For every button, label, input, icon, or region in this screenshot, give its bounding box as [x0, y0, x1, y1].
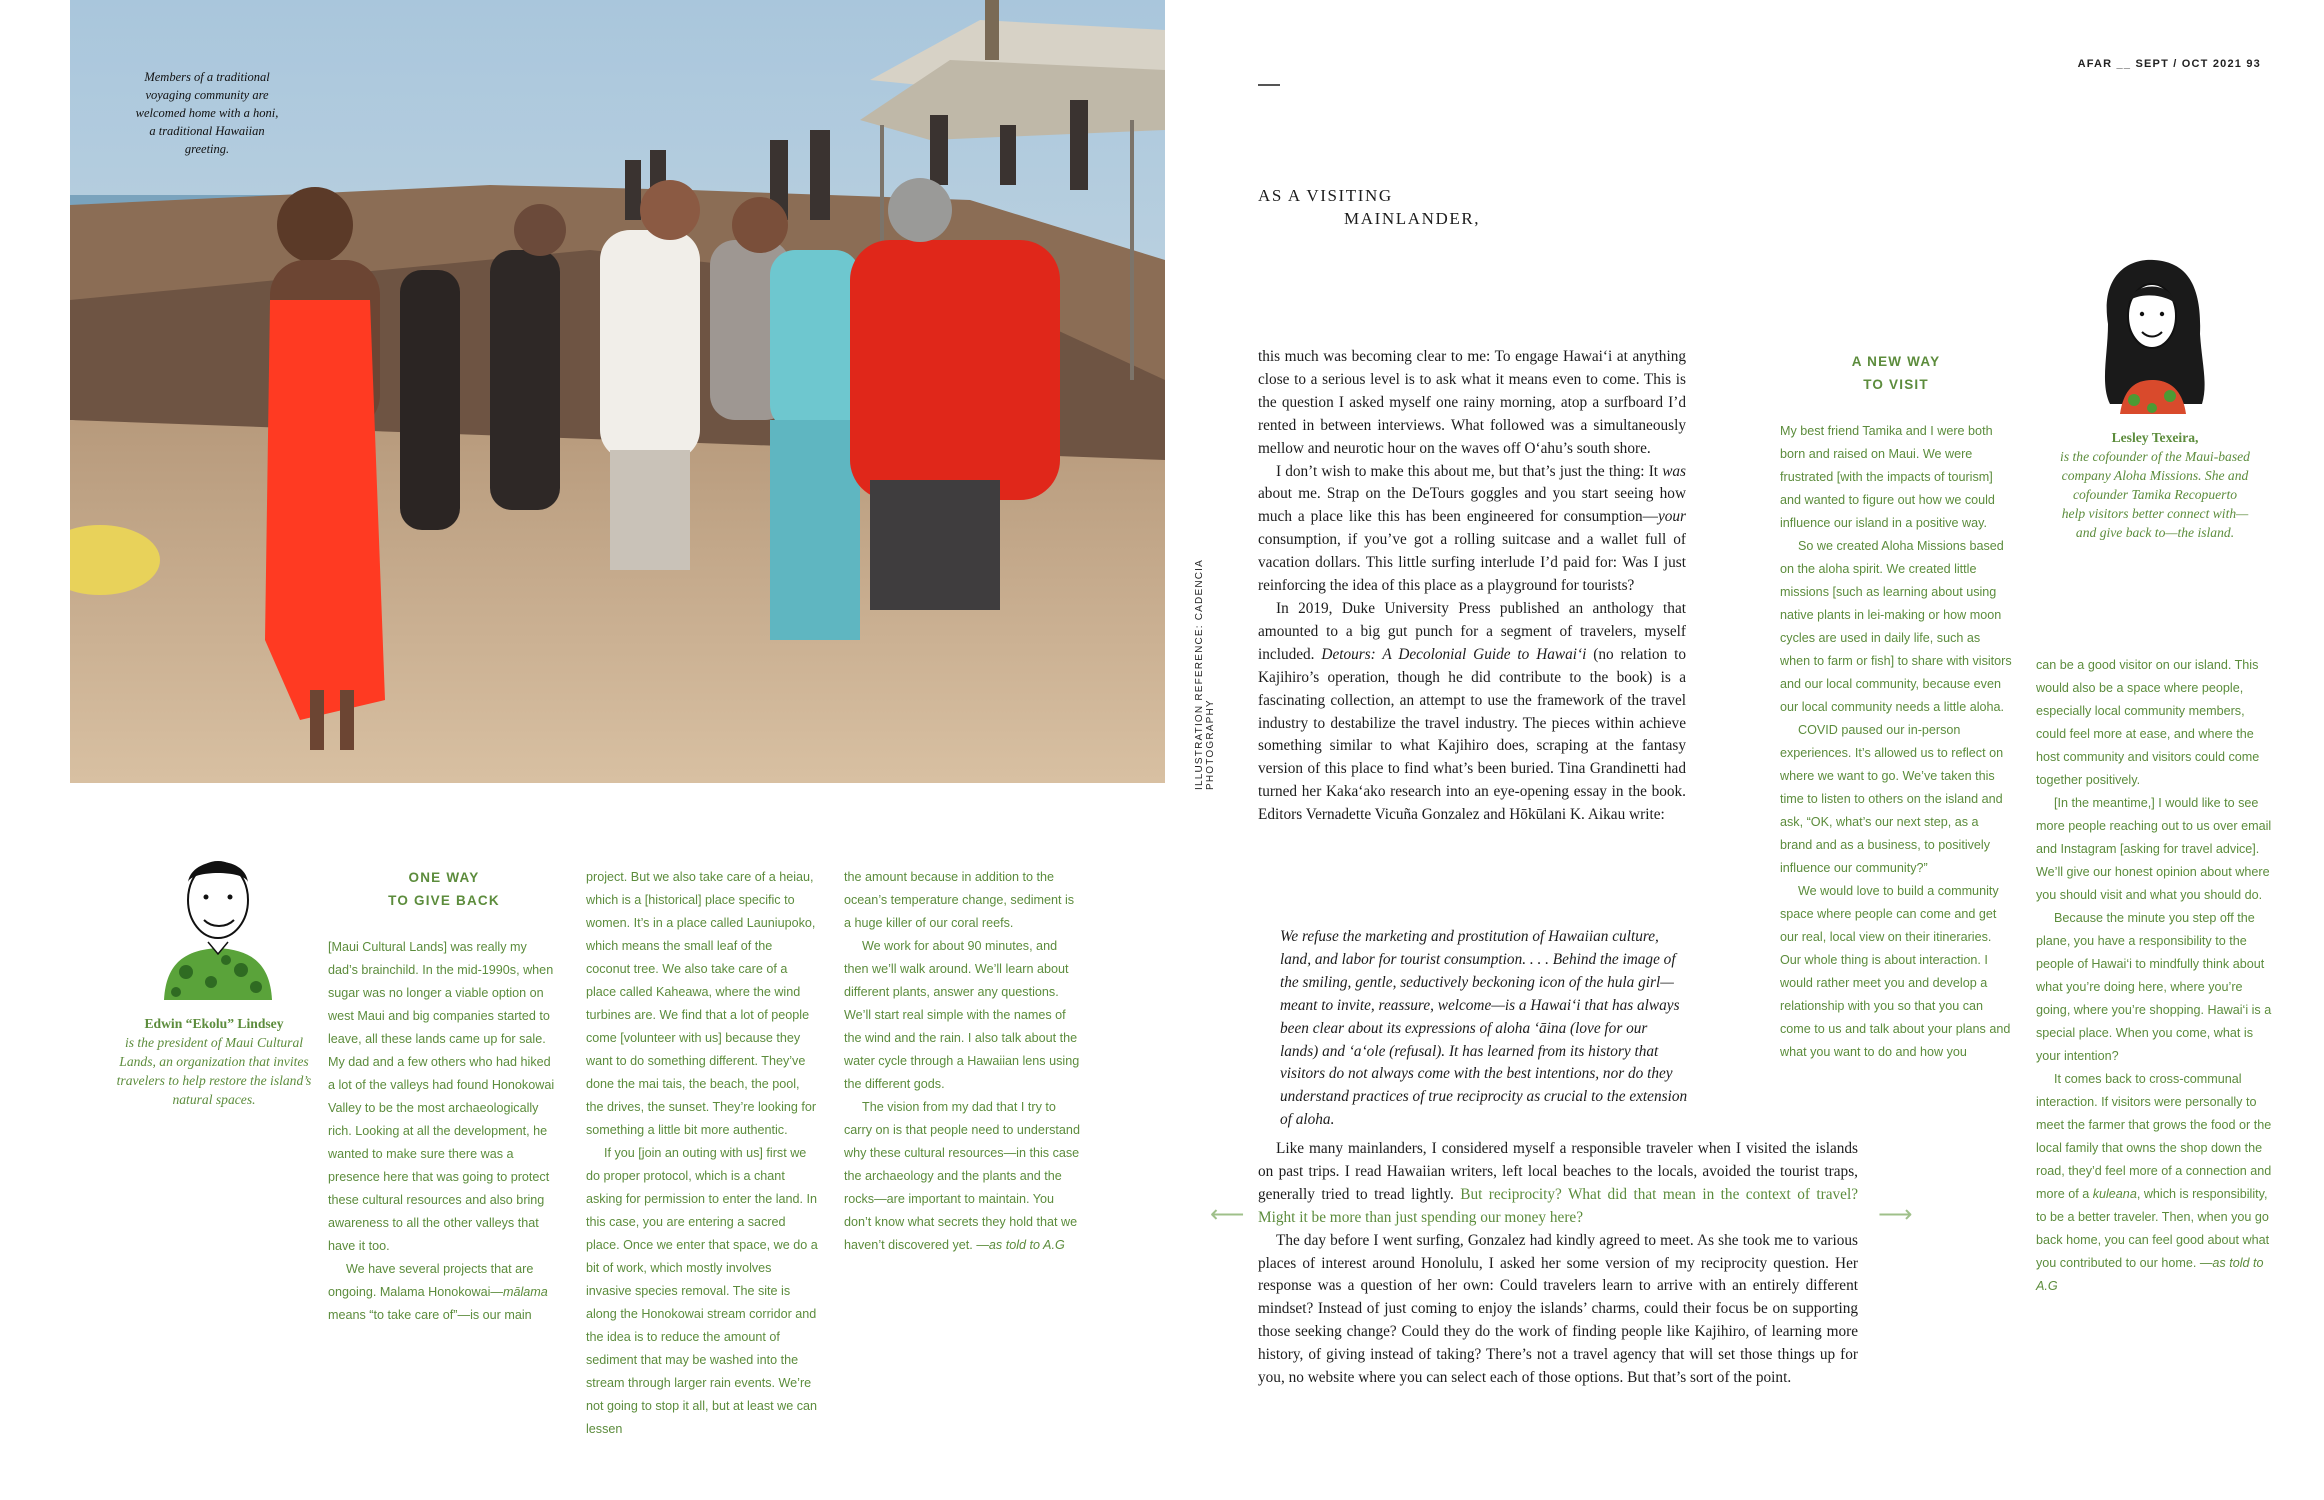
- lede-line-1: AS A VISITING: [1258, 186, 1393, 205]
- bio-name: Edwin “Ekolu” Lindsey: [144, 1016, 284, 1031]
- bio-description: is the president of Maui Cultural Lands, an organization that invites travelers to help restore the island’s natural spaces.: [116, 1035, 312, 1107]
- bio-description: is the cofounder of the Maui-based company Aloha Missions. She and cofounder Tamika Recopuerto help visitors better connect with—and give back to—the island.: [2060, 449, 2250, 540]
- arrow-left-icon: ⟵: [1210, 1200, 1245, 1228]
- running-header: AFAR __ SEPT / OCT 2021 93: [2077, 58, 2261, 70]
- avatar-edwin-lindsey: [156, 842, 280, 1000]
- sign-off: —as told to A.G: [976, 1238, 1065, 1252]
- bio-lesley-texeira: [2060, 428, 2250, 542]
- main-paragraph-1: this much was becoming clear to me: To engage Hawai‘i at anything close to a serious level is to ask what it means even to come. This is the question I asked myself one rainy morning, atop a surfboard I’d rented in between interviews. What followed was a simultaneously mellow and neurotic hour on the waves off O‘ahu’s south shore.: [1258, 348, 1686, 457]
- block-quote: We refuse the marketing and prostitution of Hawaiian culture, land, and labor for tourist consumption. . . . Behind the image of the smiling, gentle, seductively beckoning icon of the hula girl—meant to invite, reassure, welcome—is a Hawai‘i that has always been clear about its expressions of aloha ‘āina (love for our lands) and ‘a‘ole (refusal). It has learned from its history that visitors do not always come with the best intentions, nor do they understand practices of true reciprocity as crucial to the extension of aloha.: [1280, 928, 1688, 1129]
- sidebar-right-col-1: My best friend Tamika and I were both born and raised on Maui. We were frustrated [with the impacts of tourism] and wanted to figure out how we could influence our island in a positive way. So we created Aloha Missions based on the aloha spirit. We created little missions [such as learning about using native plants in lei-making or how moon cycles are used in daily life, such as when to farm or fish] to share with visitors and our local community, because even our local community needs a little aloha. COVID paused our in-person experiences. It’s allowed us to reflect on where we want to go. We’ve taken this time to listen to others on the island and ask, “OK, what’s our next step, as a brand and as a business, to positively influence our community?” We would love to build a community space where people can come and get our real, local view on their itineraries. Our whole thing is about interaction. I would rather meet you and develop a relationship with you so that you can come to us and talk about your plans and what you want to do and how you: [1780, 424, 2012, 1059]
- sign-off: —as told to A.G: [2036, 1256, 2264, 1293]
- pull-question: But reciprocity? What did that mean in the context of travel? Might it be more than just spending our money here?: [1258, 1185, 1858, 1226]
- bio-edwin-lindsey: [112, 1014, 316, 1109]
- lede-divider: [1258, 84, 1280, 86]
- sidebar-right-col-2: can be a good visitor on our island. This would also be a space where people, especially local community members, could feel more at ease, and where the host community and visitors could come together positively. [In the meantime,] I would like to see more people reaching out to us over email and Instagram [asking for travel advice]. We’ll give our honest opinion about where you should visit and what you should do. Because the minute you step off the plane, you have a responsibility to the people of Hawai‘i to mindfully think about what you’re doing here, where you’re going, where you’re shopping. Hawai‘i is a special place. When you come, what is your intention? It comes back to cross-communal interaction. If visitors were personally to meet the farmer that grows the food or the local family that owns the shop down the road, they’d feel more of a connection and more of a kuleana, which is responsibility, to be a better traveler. Then, when you go back home, you can feel good about what you contributed to our home. —as told to A.G: [2036, 658, 2272, 1293]
- main-column-top: [1258, 346, 1686, 827]
- main-paragraph-4: Like many mainlanders, I considered myself a responsible traveler when I visited the islands on past trips. I read Hawaiian writers, left local beaches to the locals, avoided the tourist traps, generally tried to tread lightly. But reciprocity? What did that mean in the context of travel? Might it be more than just spending our money here?: [1258, 1140, 1858, 1226]
- main-paragraph-3: In 2019, Duke University Press published an anthology that amounted to a big gut punch for a segment of travelers, myself included. Detours: A Decolonial Guide to Hawai‘i (no relation to Kajihiro’s operation, though he did contribute to the book) is a fascinating collection, an attempt to use the framework of the travel industry to destabilize the travel industry. The pieces within achieve something similar to what Kajihiro does, scraping at the fantasy version of this place to find what’s been buried. Tina Grandinetti had turned her Kaka‘ako research into an eye-opening essay in the book. Editors Vernadette Vicuña Gonzalez and Hōkūlani K. Aikau write:: [1258, 599, 1687, 824]
- main-column-bottom: [1258, 1138, 1858, 1390]
- sidebar-left-col-2: project. But we also take care of a heiau, which is a [historical] place specific to women. It’s in a place called Launiupoko, which means the small leaf of the coconut tree. We also take care of a place called Kaheawa, where the wind turbines are. We find that a lot of people come [volunteer with us] because they want to do something different. They’ve done the mai tais, the beach, the pool, the drives, the sunset. They’re looking for something a little bit more authentic. If you [join an outing with us] first we do proper protocol, which is a chant asking for permission to enter the land. In this case, you are entering a sacred place. Once we enter that space, we do a bit of work, which mostly involves invasive species removal. The site is along the Honokowai stream corridor and the idea is to reduce the amount of sediment that may be washed into the stream through larger rain events. We’re not going to stop it all, but at least we can lessen: [586, 870, 818, 1436]
- sidebar-left-heading: ONE WAY TO GIVE BACK: [388, 870, 500, 908]
- main-paragraph-5: The day before I went surfing, Gonzalez had kindly agreed to meet. As she took me to various places of interest around Honolulu, I asked her some version of my reciprocity question. Her response was a question of her own: Could travelers learn to arrive with an entirely different mindset? Instead of just coming to enjoy the islands’ charms, could their focus be on supporting those seeking change? Could they do the work of finding people like Kajihiro, of learning more history, of giving instead of taking? There’s not a travel agency that will set those things up for you, no website where you can select each of those options. But that’s sort of the point.: [1258, 1231, 1858, 1387]
- photo-caption: Members of a traditional voyaging community are welcomed home with a honi, a traditional Hawaiian greeting.: [135, 70, 279, 156]
- sidebar-left-col-1: [Maui Cultural Lands] was really my dad’s brainchild. In the mid-1990s, when sugar was no longer a viable option on west Maui and big companies started to leave, all these lands came up for sale. My dad and a few others who had hiked a lot of the valleys had found Honokowai Valley to be the most archaeologically rich. Looking at all the development, he wanted to make sure there was a presence here that was going to protect these cultural resources and also bring awareness to all the other valleys that have it too. We have several projects that are ongoing. Malama Honokowai—mālama means “to take care of”—is our main: [328, 940, 555, 1322]
- sidebar-left-col-3: the amount because in addition to the ocean’s temperature change, sediment is a huge killer of our coral reefs. We work for about 90 minutes, and then we’ll walk around. We’ll learn about different plants, answer any questions. We’ll start real simple with the names of the wind and the rain. I also talk about the water cycle through a Hawaiian lens using the different gods. The vision from my dad that I try to carry on is that people need to understand why these cultural resources—in this case the archaeology and the plants and the rocks—are important to maintain. You don’t know what secrets they hold that we haven’t discovered yet. —as told to A.G: [844, 870, 1080, 1252]
- arrow-right-icon: ⟶: [1878, 1200, 1913, 1228]
- main-paragraph-2: I don’t wish to make this about me, but that’s just the thing: It was about me. Strap on the DeTours goggles and you start seeing how much a place like this has been engineered for consumption—your consumption, if you’ve got a rolling suitcase and a wallet full of vacation dollars. This little surfing interlude I’d paid for: Was I just reinforcing the idea of this place as a playground for tourists?: [1258, 462, 1686, 595]
- bio-name: Lesley Texeira,: [2111, 430, 2199, 445]
- photo-credit: ILLUSTRATION REFERENCE: CADENCIA PHOTOGRAPHY: [1194, 559, 1216, 790]
- avatar-lesley-texeira: [2090, 254, 2214, 414]
- lede-line-2: MAINLANDER,: [1344, 209, 1481, 228]
- sidebar-right-heading: A NEW WAY TO VISIT: [1851, 354, 1941, 392]
